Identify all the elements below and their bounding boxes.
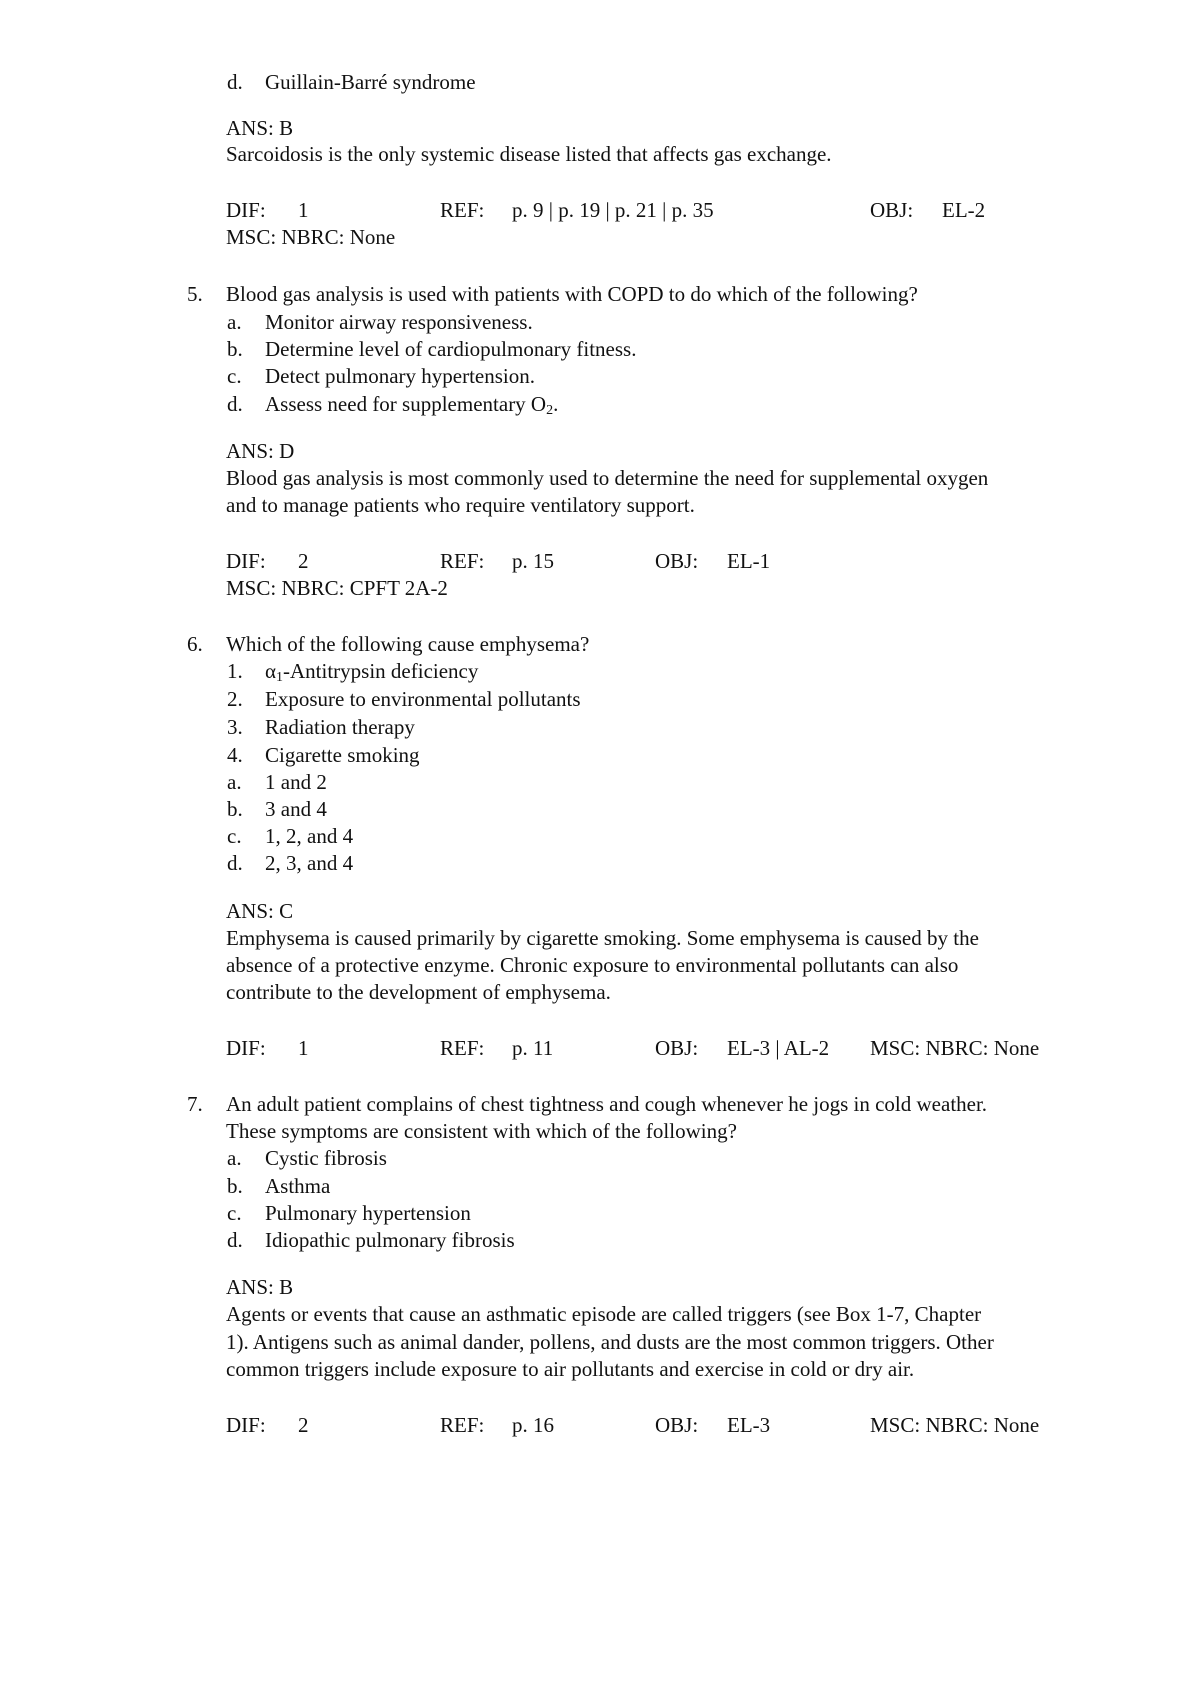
msc-value: MSC: NBRC: CPFT 2A-2 (226, 576, 448, 600)
option-letter: c. (227, 364, 242, 388)
option-text: 2, 3, and 4 (265, 851, 354, 875)
dif-label: DIF: (226, 1036, 266, 1060)
option-letter: d. (227, 851, 243, 875)
ref-label: REF: (440, 1413, 485, 1437)
rationale-line: contribute to the development of emphysema. (226, 980, 611, 1004)
dif-label: DIF: (226, 549, 266, 573)
obj-label: OBJ: (870, 198, 914, 222)
option-text: Asthma (265, 1174, 331, 1198)
option-letter: a. (227, 1146, 242, 1170)
ref-label: REF: (440, 198, 485, 222)
dif-value: 2 (298, 549, 309, 573)
item-text: Exposure to environmental pollutants (265, 687, 581, 711)
ref-value: p. 16 (512, 1413, 554, 1437)
option-letter: d. (227, 70, 243, 94)
obj-label: OBJ: (655, 1413, 699, 1437)
rationale-line: Blood gas analysis is most commonly used to determine the need for supplemental oxygen (226, 466, 989, 490)
option-letter: c. (227, 824, 242, 848)
obj-value: EL-3 | AL-2 (727, 1036, 830, 1060)
rationale-line: 1). Antigens such as animal dander, pollens, and dusts are the most common triggers. Other (226, 1330, 994, 1354)
item-number: 4. (227, 743, 243, 767)
ref-value: p. 9 | p. 19 | p. 21 | p. 35 (512, 198, 714, 222)
rationale-line: Agents or events that cause an asthmatic episode are called triggers (see Box 1-7, Chapter (226, 1302, 982, 1326)
answer-key: ANS: C (226, 899, 294, 923)
ref-label: REF: (440, 1036, 485, 1060)
rationale-line: absence of a protective enzyme. Chronic exposure to environmental pollutants can also (226, 953, 959, 977)
option-text: Determine level of cardiopulmonary fitness. (265, 337, 637, 361)
option-letter: b. (227, 797, 243, 821)
option-letter: d. (227, 1228, 243, 1252)
dif-value: 1 (298, 1036, 309, 1060)
option-text: Idiopathic pulmonary fibrosis (265, 1228, 515, 1252)
option-text: Guillain-Barré syndrome (265, 70, 476, 94)
question-stem-line: These symptoms are consistent with which of the following? (226, 1119, 737, 1143)
item-text: $\alpha_1$-Antitrypsin deficiency (265, 659, 479, 685)
rationale-line: common triggers include exposure to air pollutants and exercise in cold or dry air. (226, 1357, 915, 1381)
msc-value: MSC: NBRC: None (226, 225, 396, 249)
question-stem: Blood gas analysis is used with patients with COPD to do which of the following? (226, 282, 918, 306)
option-text: Monitor airway responsiveness. (265, 310, 533, 334)
item-text: Radiation therapy (265, 715, 415, 739)
question-number: 7. (187, 1092, 203, 1116)
obj-value: EL-1 (727, 549, 771, 573)
answer-key: ANS: B (226, 1275, 294, 1299)
option-letter: c. (227, 1201, 242, 1225)
obj-value: EL-3 (727, 1413, 771, 1437)
item-text: Cigarette smoking (265, 743, 420, 767)
ref-value: p. 15 (512, 549, 554, 573)
question-number: 6. (187, 632, 203, 656)
item-number: 2. (227, 687, 243, 711)
question-stem-line: An adult patient complains of chest tightness and cough whenever he jogs in cold weather. (226, 1092, 988, 1116)
ref-value: p. 11 (512, 1036, 554, 1060)
dif-value: 2 (298, 1413, 309, 1437)
ref-label: REF: (440, 549, 485, 573)
option-text: 1, 2, and 4 (265, 824, 354, 848)
rationale-line: Emphysema is caused primarily by cigarette smoking. Some emphysema is caused by the (226, 926, 979, 950)
question-number: 5. (187, 282, 203, 306)
rationale: Sarcoidosis is the only systemic disease listed that affects gas exchange. (226, 142, 832, 166)
option-text: Detect pulmonary hypertension. (265, 364, 536, 388)
option-text: 3 and 4 (265, 797, 327, 821)
option-letter: d. (227, 392, 243, 416)
dif-value: 1 (298, 198, 309, 222)
option-text: Pulmonary hypertension (265, 1201, 471, 1225)
msc-value: MSC: NBRC: None (870, 1036, 1040, 1060)
question-stem: Which of the following cause emphysema? (226, 632, 590, 656)
option-letter: a. (227, 770, 242, 794)
option-text: Cystic fibrosis (265, 1146, 387, 1170)
option-letter: b. (227, 337, 243, 361)
obj-label: OBJ: (655, 549, 699, 573)
item-number: 3. (227, 715, 243, 739)
obj-value: EL-2 (942, 198, 986, 222)
option-letter: b. (227, 1174, 243, 1198)
answer-key: ANS: B (226, 116, 294, 140)
option-text: 1 and 2 (265, 770, 327, 794)
option-letter: a. (227, 310, 242, 334)
obj-label: OBJ: (655, 1036, 699, 1060)
dif-label: DIF: (226, 198, 266, 222)
item-number: 1. (227, 659, 243, 683)
msc-value: MSC: NBRC: None (870, 1413, 1040, 1437)
option-text: Assess need for supplementary $O_2$. (265, 392, 559, 418)
dif-label: DIF: (226, 1413, 266, 1437)
answer-key: ANS: D (226, 439, 295, 463)
rationale-line: and to manage patients who require ventilatory support. (226, 493, 695, 517)
